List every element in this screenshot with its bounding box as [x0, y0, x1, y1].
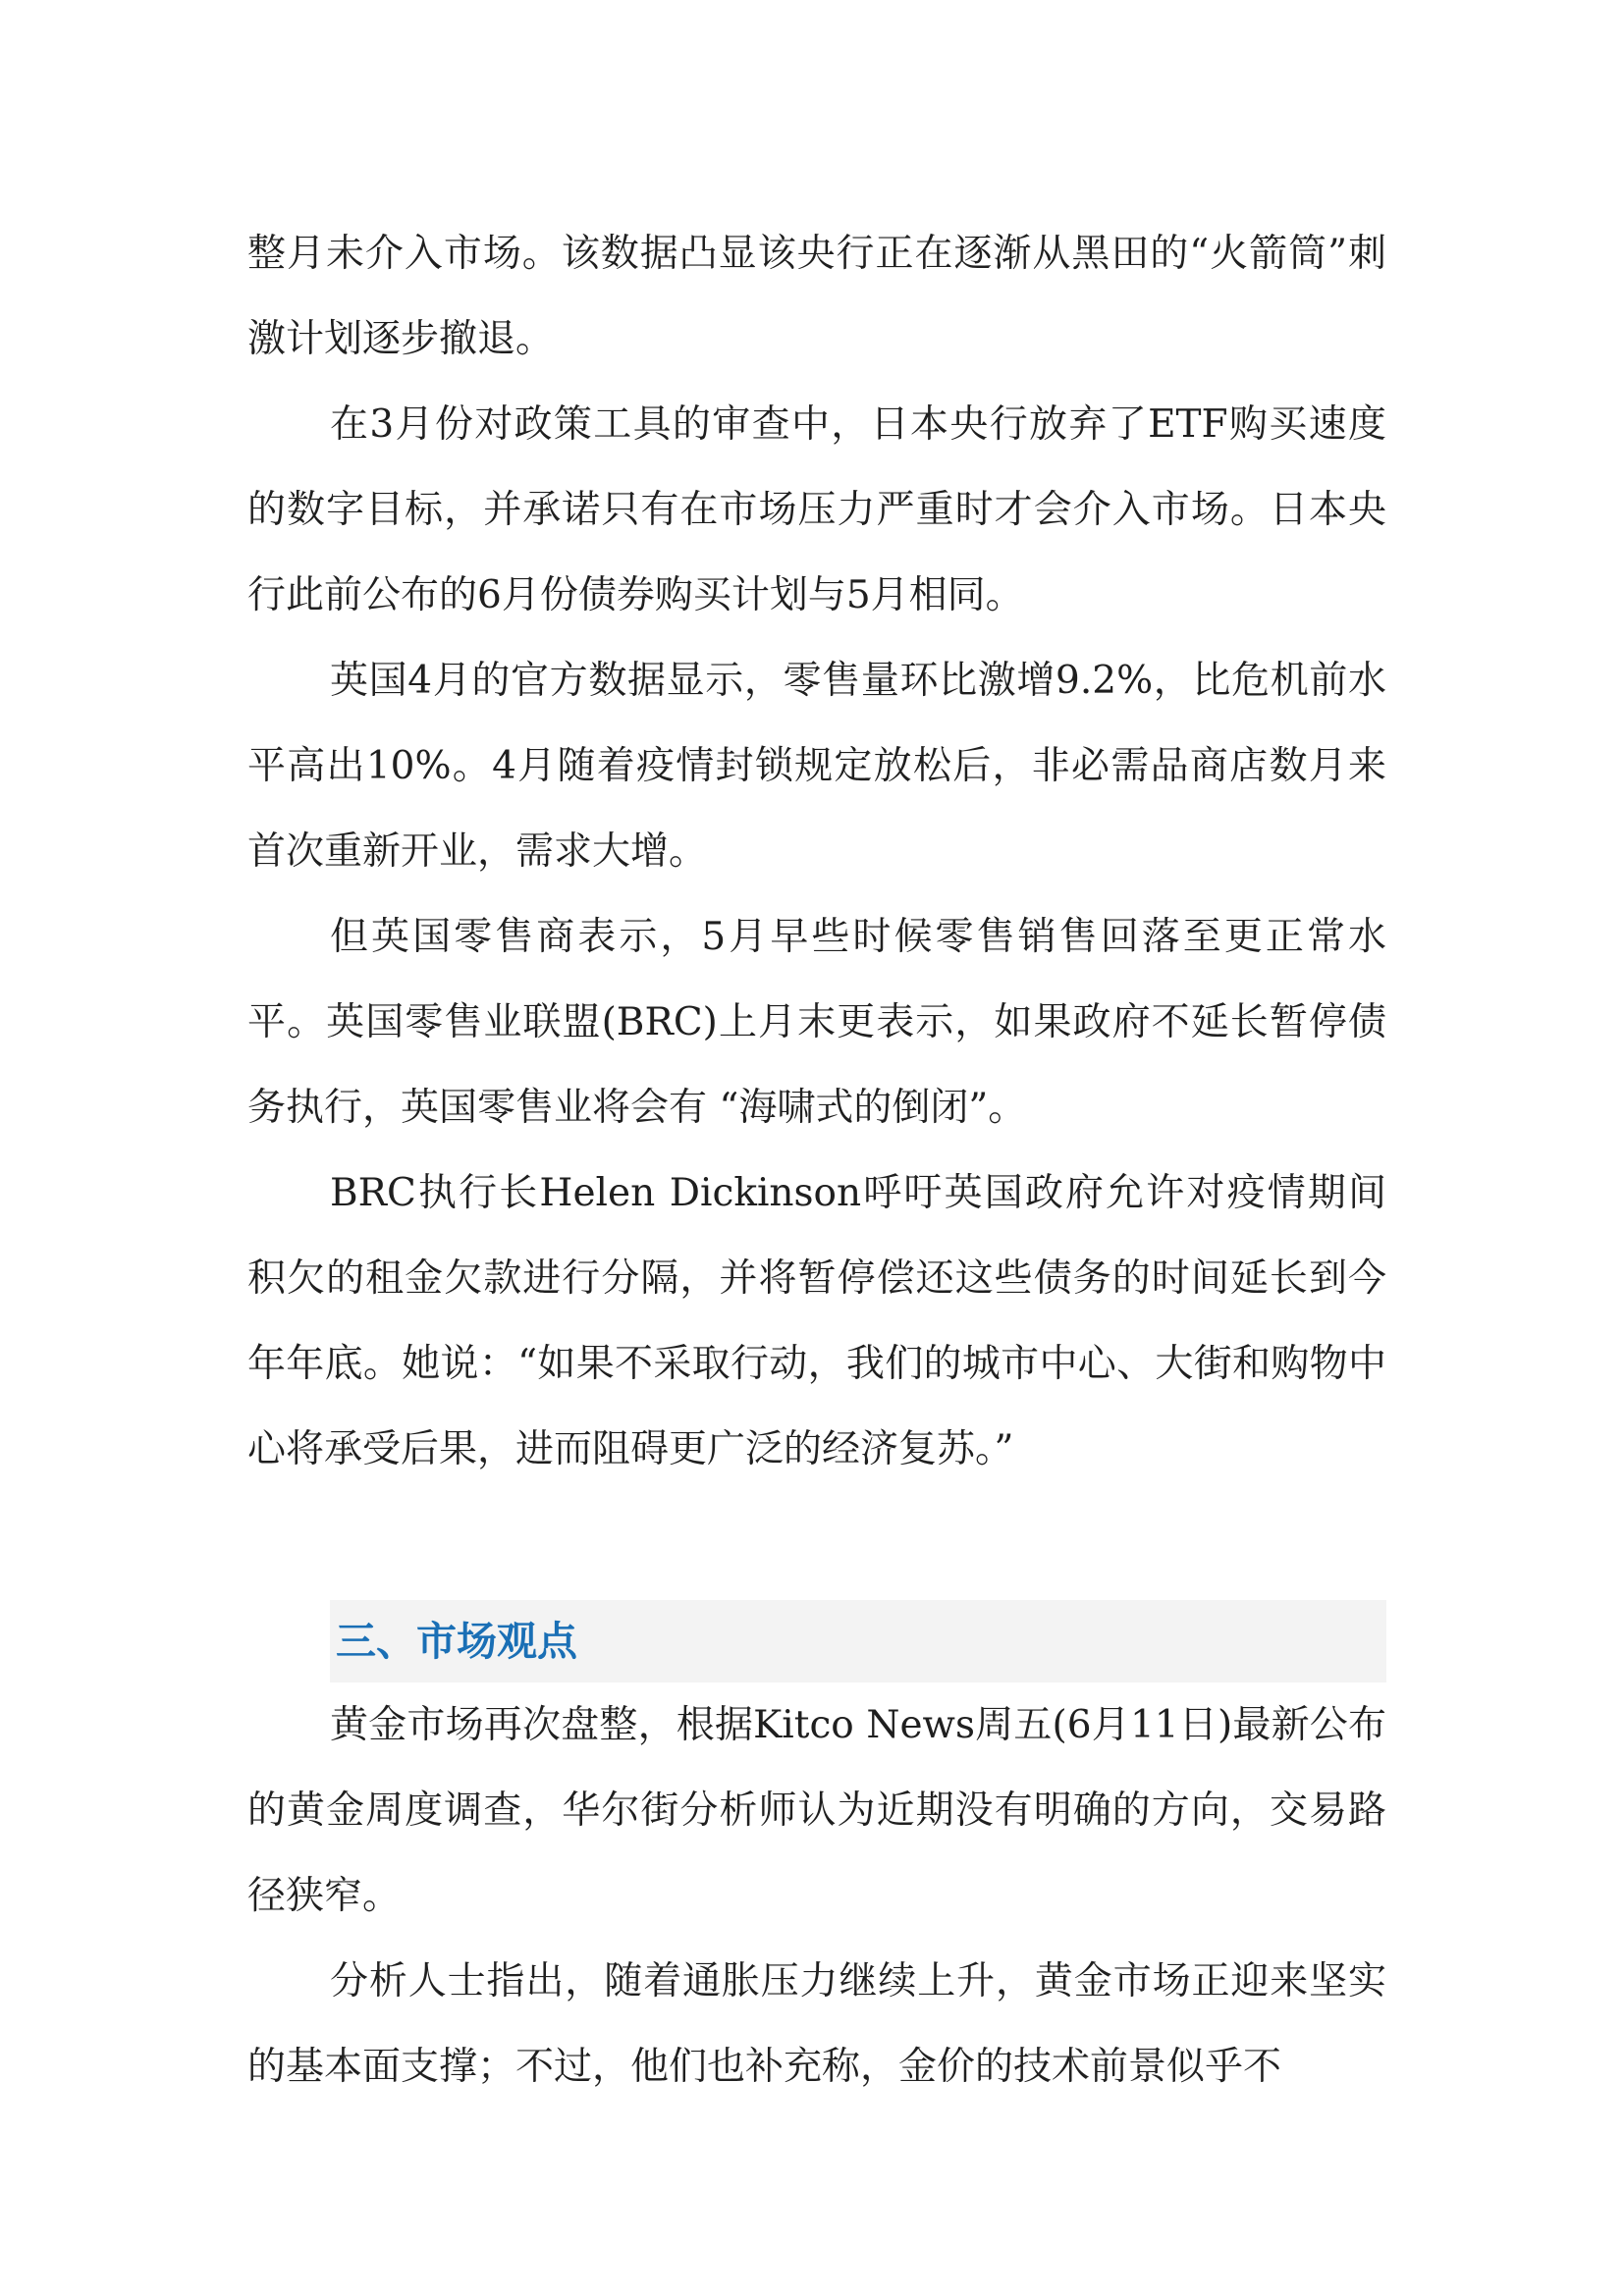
section-heading: 三、市场观点: [330, 1600, 1386, 1682]
paragraph-4: 但英国零售商表示，5月早些时候零售销售回落至更正常水平。英国零售业联盟(BRC)上月末更表示，如果政府不延长暂停债务执行，英国零售业将会有 “海啸式的倒闭”。: [247, 915, 1386, 1130]
paragraph-7: 分析人士指出，随着通胀压力继续上升，黄金市场正迎来坚实的基本面支撑；不过，他们也补充称，金价的技术前景似乎不: [247, 1959, 1386, 2089]
paragraph-1: 整月未介入市场。该数据凸显该央行正在逐渐从黑田的“火箭筒”刺激计划逐步撤退。: [247, 232, 1386, 361]
section-spacer: [247, 1492, 1386, 1600]
paragraph-6: 黄金市场再次盘整，根据Kitco News周五(6月11日)最新公布的黄金周度调查，华尔街分析师认为近期没有明确的方向，交易路径狭窄。: [247, 1703, 1386, 1918]
paragraph-3: 英国4月的官方数据显示，零售量环比激增9.2%，比危机前水平高出10%。4月随着疫情封锁规定放松后，非必需品商店数月来首次重新开业，需求大增。: [247, 659, 1386, 874]
paragraph-2: 在3月份对政策工具的审查中，日本央行放弃了ETF购买速度的数字目标，并承诺只有在市场压力严重时才会介入市场。日本央行此前公布的6月份债券购买计划与5月相同。: [247, 402, 1386, 617]
paragraph-5: BRC执行长Helen Dickinson呼吁英国政府允许对疫情期间积欠的租金欠款进行分隔，并将暂停偿还这些债务的时间延长到今年年底。她说：“如果不采取行动，我们的城市中心、大街和购物中心将承受后果，进而阻碍更广泛的经济复苏。”: [247, 1171, 1386, 1471]
document-page: [247, 211, 1386, 2109]
